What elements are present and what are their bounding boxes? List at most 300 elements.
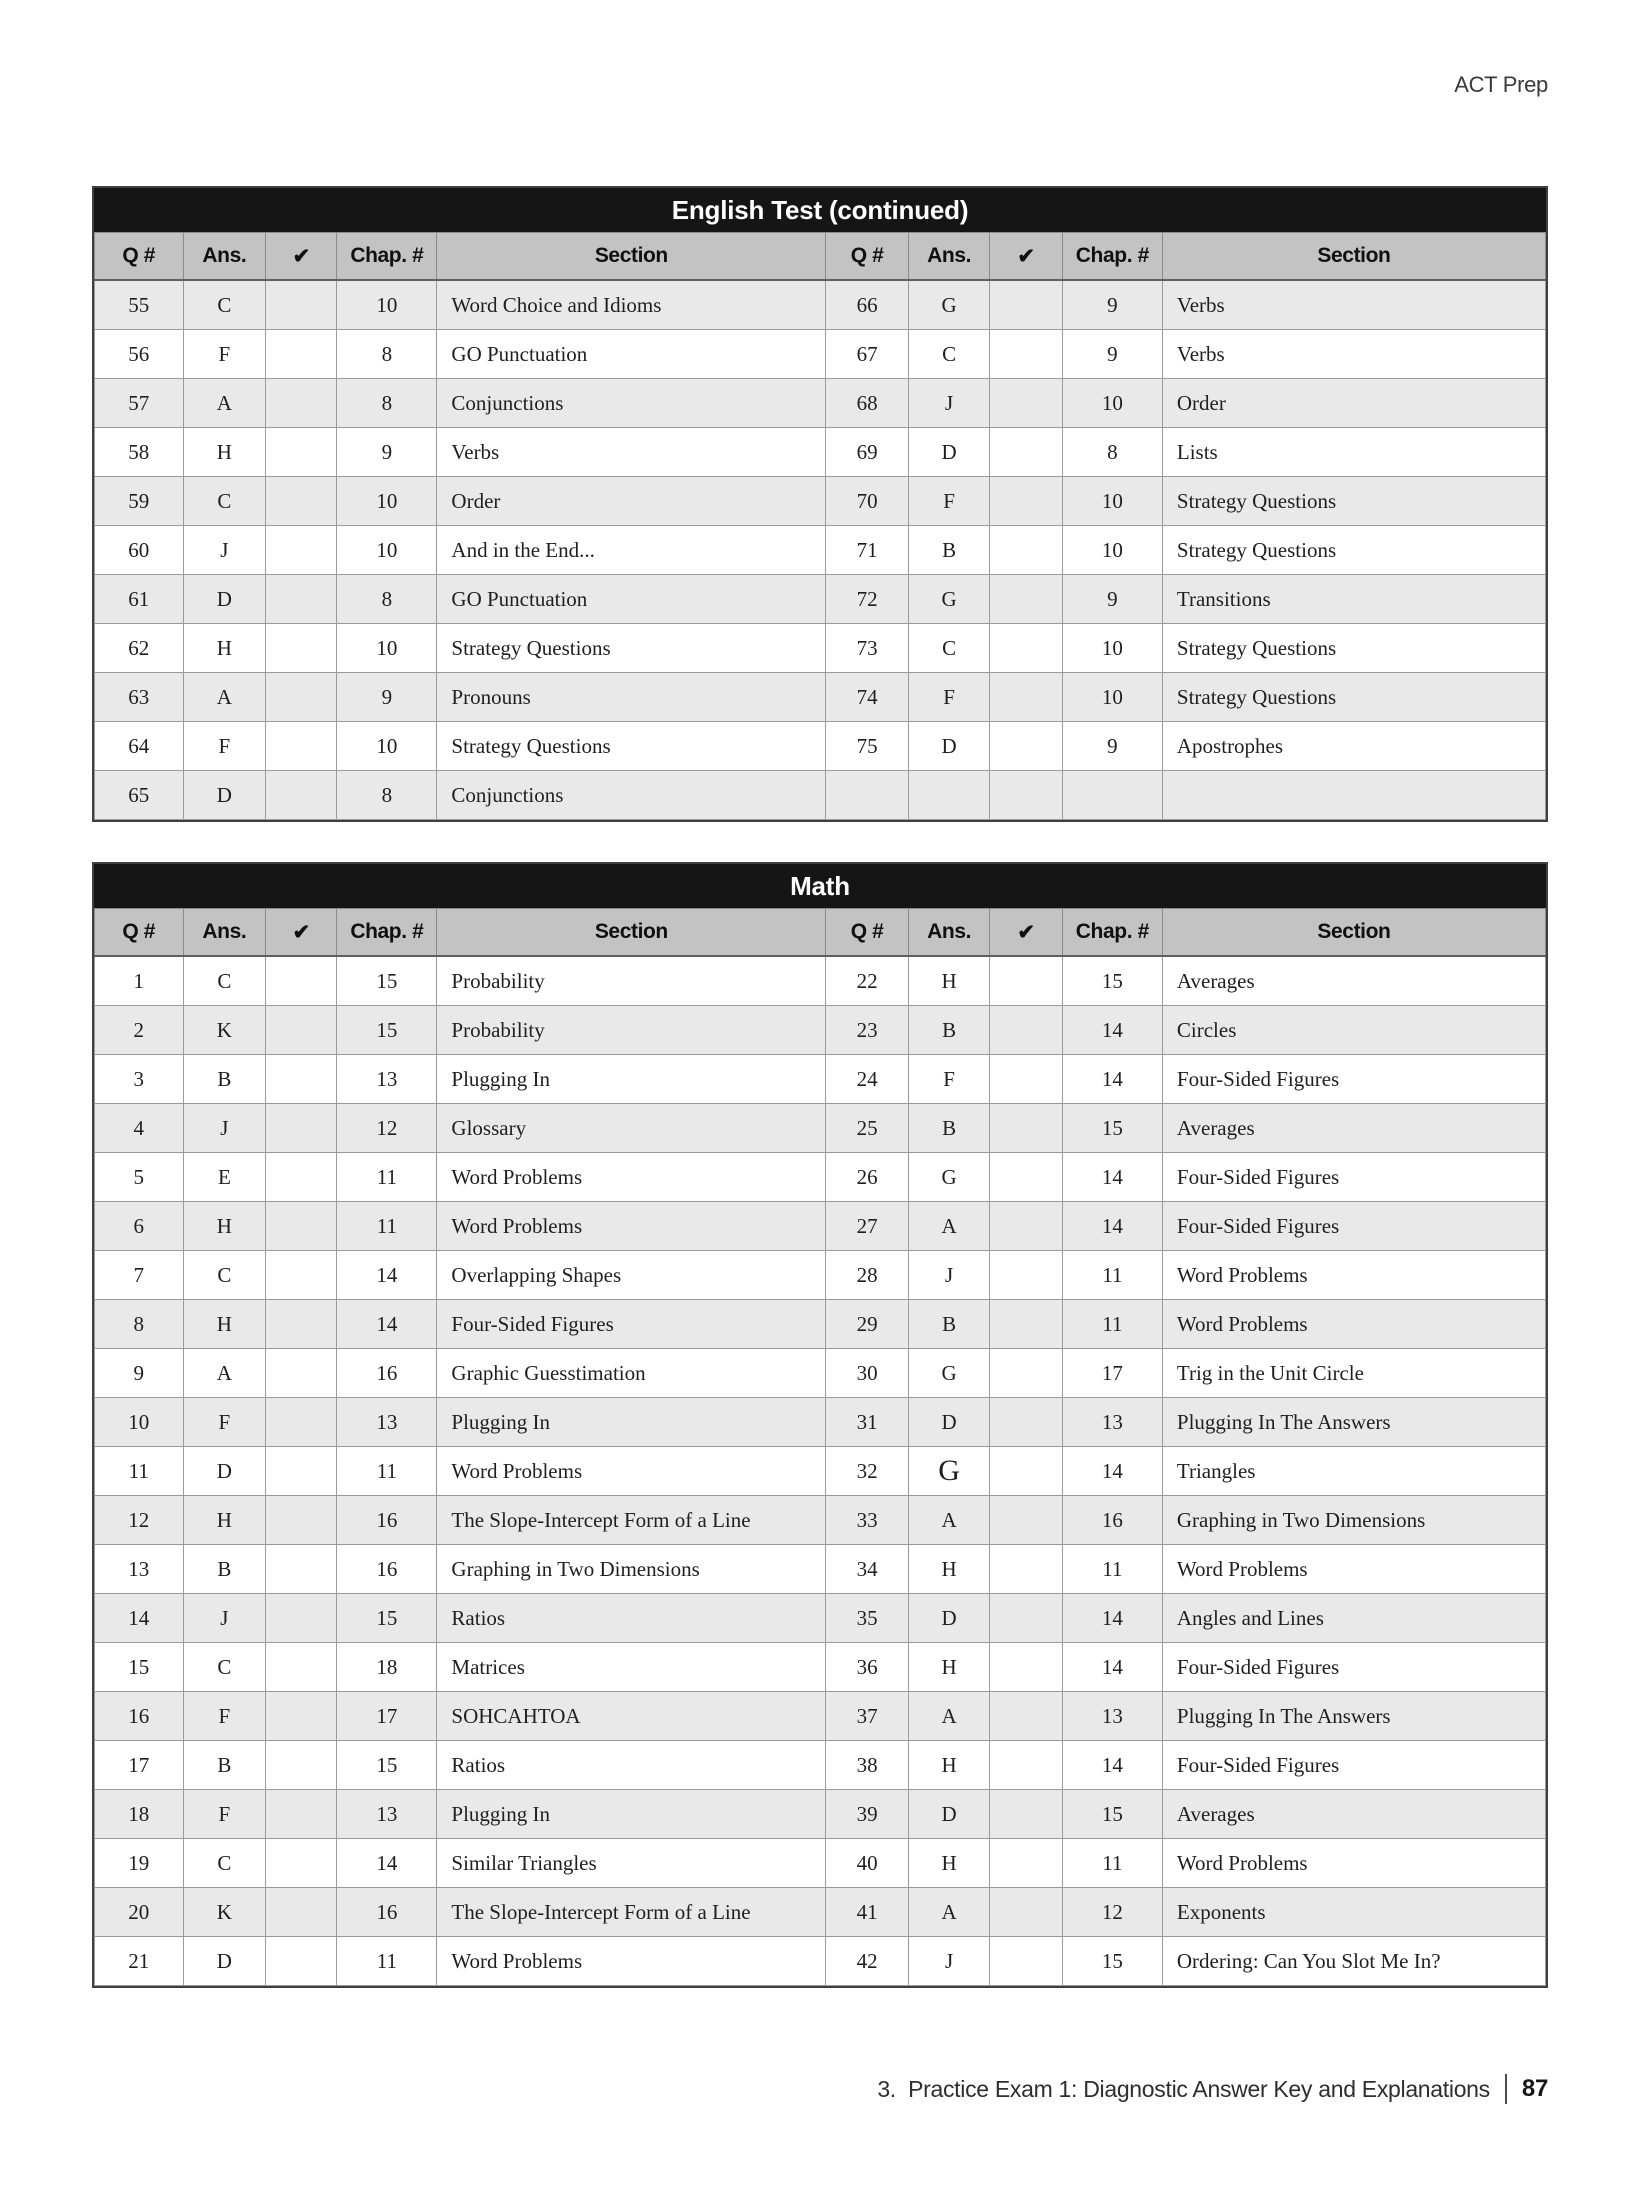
column-header-check: ✔	[990, 233, 1063, 281]
answer-cell: B	[183, 1055, 266, 1104]
q-number-cell: 7	[95, 1251, 184, 1300]
chapter-cell: 10	[1062, 379, 1162, 428]
check-cell	[266, 1545, 337, 1594]
column-header-chap: Chap. #	[337, 233, 437, 281]
q-number-cell: 64	[95, 722, 184, 771]
chapter-cell: 15	[1062, 1790, 1162, 1839]
check-cell	[990, 428, 1063, 477]
column-header-ans: Ans.	[908, 233, 989, 281]
answer-cell: F	[183, 1790, 266, 1839]
q-number-cell: 5	[95, 1153, 184, 1202]
chapter-cell: 16	[337, 1888, 437, 1937]
chapter-cell: 9	[1062, 575, 1162, 624]
chapter-cell: 15	[1062, 1104, 1162, 1153]
chapter-cell: 8	[337, 379, 437, 428]
section-cell: Strategy Questions	[1162, 526, 1545, 575]
chapter-cell: 14	[1062, 1741, 1162, 1790]
section-cell: Verbs	[1162, 330, 1545, 379]
column-header-section: Section	[437, 233, 826, 281]
answer-cell: G	[908, 1349, 989, 1398]
answer-cell: D	[183, 575, 266, 624]
section-cell: Word Problems	[437, 1447, 826, 1496]
check-cell	[266, 428, 337, 477]
q-number-cell: 32	[826, 1447, 909, 1496]
check-cell	[266, 1398, 337, 1447]
q-number-cell: 57	[95, 379, 184, 428]
answer-cell: J	[183, 1104, 266, 1153]
section-cell: Plugging In The Answers	[1162, 1692, 1545, 1741]
table-title: Math	[94, 864, 1546, 908]
answer-key-table	[94, 908, 1546, 1986]
section-cell: Apostrophes	[1162, 722, 1545, 771]
table-row	[95, 1251, 1546, 1300]
answer-cell: E	[183, 1153, 266, 1202]
check-cell	[990, 477, 1063, 526]
table-row	[95, 526, 1546, 575]
section-cell: GO Punctuation	[437, 330, 826, 379]
chapter-cell: 11	[1062, 1545, 1162, 1594]
section-cell: Plugging In	[437, 1055, 826, 1104]
section-cell: Glossary	[437, 1104, 826, 1153]
chapter-cell: 11	[1062, 1300, 1162, 1349]
section-cell: Word Choice and Idioms	[437, 280, 826, 330]
table-row	[95, 771, 1546, 820]
answer-cell: G	[908, 1153, 989, 1202]
section-cell: Averages	[1162, 1790, 1545, 1839]
answer-cell: A	[183, 379, 266, 428]
chapter-cell: 10	[337, 526, 437, 575]
column-header-section: Section	[1162, 909, 1545, 957]
chapter-cell: 14	[1062, 1447, 1162, 1496]
q-number-cell: 71	[826, 526, 909, 575]
section-cell: Order	[1162, 379, 1545, 428]
chapter-cell: 9	[337, 673, 437, 722]
chapter-cell: 10	[337, 722, 437, 771]
answer-cell: J	[908, 379, 989, 428]
section-cell: Exponents	[1162, 1888, 1545, 1937]
q-number-cell: 59	[95, 477, 184, 526]
q-number-cell: 26	[826, 1153, 909, 1202]
section-cell: Four-Sided Figures	[1162, 1202, 1545, 1251]
answer-cell: J	[183, 526, 266, 575]
chapter-cell: 8	[337, 330, 437, 379]
table-row	[95, 1006, 1546, 1055]
page-footer	[92, 2074, 1548, 2104]
column-header-chap: Chap. #	[1062, 233, 1162, 281]
chapter-cell	[1062, 771, 1162, 820]
check-cell	[990, 1055, 1063, 1104]
answer-cell: K	[183, 1888, 266, 1937]
q-number-cell: 40	[826, 1839, 909, 1888]
table-row	[95, 330, 1546, 379]
section-cell: Pronouns	[437, 673, 826, 722]
table-row	[95, 428, 1546, 477]
answer-cell: A	[183, 673, 266, 722]
table-row	[95, 1496, 1546, 1545]
column-header-q: Q #	[95, 909, 184, 957]
section-cell: Plugging In	[437, 1398, 826, 1447]
answer-cell: F	[183, 1692, 266, 1741]
q-number-cell: 6	[95, 1202, 184, 1251]
section-cell: Word Problems	[1162, 1251, 1545, 1300]
section-cell: Ratios	[437, 1741, 826, 1790]
answer-cell: K	[183, 1006, 266, 1055]
answer-cell: C	[183, 956, 266, 1006]
section-cell: Word Problems	[1162, 1545, 1545, 1594]
q-number-cell: 38	[826, 1741, 909, 1790]
answer-cell: C	[183, 1839, 266, 1888]
q-number-cell: 15	[95, 1643, 184, 1692]
q-number-cell: 62	[95, 624, 184, 673]
q-number-cell: 21	[95, 1937, 184, 1986]
section-cell: Triangles	[1162, 1447, 1545, 1496]
table-row	[95, 624, 1546, 673]
section-cell: Word Problems	[1162, 1839, 1545, 1888]
answer-cell: A	[908, 1202, 989, 1251]
section-cell: The Slope-Intercept Form of a Line	[437, 1888, 826, 1937]
table-row	[95, 575, 1546, 624]
section-cell: GO Punctuation	[437, 575, 826, 624]
check-cell	[266, 1349, 337, 1398]
section-cell: Similar Triangles	[437, 1839, 826, 1888]
answer-cell: B	[908, 1006, 989, 1055]
q-number-cell: 41	[826, 1888, 909, 1937]
chapter-cell: 16	[337, 1349, 437, 1398]
check-cell	[266, 1006, 337, 1055]
chapter-cell: 15	[337, 1594, 437, 1643]
page	[0, 72, 1640, 2201]
answer-cell: H	[183, 1202, 266, 1251]
check-cell	[266, 379, 337, 428]
answer-cell: C	[908, 624, 989, 673]
page-header	[92, 72, 1548, 98]
chapter-cell: 16	[337, 1545, 437, 1594]
table-row	[95, 1839, 1546, 1888]
check-cell	[266, 575, 337, 624]
q-number-cell: 20	[95, 1888, 184, 1937]
chapter-cell: 13	[337, 1790, 437, 1839]
check-cell	[266, 1692, 337, 1741]
answer-cell: C	[908, 330, 989, 379]
chapter-cell: 8	[1062, 428, 1162, 477]
q-number-cell: 75	[826, 722, 909, 771]
check-cell	[990, 771, 1063, 820]
chapter-cell: 13	[1062, 1692, 1162, 1741]
chapter-cell: 16	[1062, 1496, 1162, 1545]
section-cell: Word Problems	[1162, 1300, 1545, 1349]
chapter-cell: 9	[337, 428, 437, 477]
chapter-cell: 10	[337, 477, 437, 526]
check-cell	[266, 1153, 337, 1202]
answer-cell: H	[183, 1300, 266, 1349]
column-header-ans: Ans.	[183, 233, 266, 281]
column-header-ans: Ans.	[183, 909, 266, 957]
q-number-cell: 9	[95, 1349, 184, 1398]
answer-cell: B	[908, 1300, 989, 1349]
answer-cell: D	[908, 1790, 989, 1839]
chapter-cell: 11	[337, 1153, 437, 1202]
chapter-cell: 14	[1062, 1202, 1162, 1251]
q-number-cell: 8	[95, 1300, 184, 1349]
q-number-cell: 73	[826, 624, 909, 673]
q-number-cell: 68	[826, 379, 909, 428]
section-cell: Ratios	[437, 1594, 826, 1643]
check-cell	[266, 673, 337, 722]
answer-cell: A	[908, 1888, 989, 1937]
chapter-cell: 13	[337, 1055, 437, 1104]
section-cell: Four-Sided Figures	[437, 1300, 826, 1349]
check-cell	[990, 1790, 1063, 1839]
check-cell	[990, 1300, 1063, 1349]
check-cell	[266, 1888, 337, 1937]
section-cell: Strategy Questions	[1162, 477, 1545, 526]
answer-cell: A	[908, 1692, 989, 1741]
table-row	[95, 280, 1546, 330]
check-cell	[266, 1937, 337, 1986]
chapter-cell: 9	[1062, 722, 1162, 771]
q-number-cell: 10	[95, 1398, 184, 1447]
chapter-cell: 15	[337, 956, 437, 1006]
section-cell: Strategy Questions	[437, 624, 826, 673]
chapter-cell: 14	[1062, 1594, 1162, 1643]
q-number-cell: 66	[826, 280, 909, 330]
section-cell: Four-Sided Figures	[1162, 1643, 1545, 1692]
check-cell	[990, 673, 1063, 722]
table-row	[95, 722, 1546, 771]
column-header-row	[95, 233, 1546, 281]
check-cell	[266, 956, 337, 1006]
check-cell	[266, 1055, 337, 1104]
page-number: 87	[1521, 2075, 1548, 2102]
check-cell	[990, 1398, 1063, 1447]
q-number-cell: 2	[95, 1006, 184, 1055]
column-header-q: Q #	[826, 233, 909, 281]
check-cell	[266, 1447, 337, 1496]
chapter-cell: 12	[337, 1104, 437, 1153]
section-cell: Word Problems	[437, 1937, 826, 1986]
q-number-cell: 55	[95, 280, 184, 330]
chapter-cell: 10	[337, 280, 437, 330]
answer-cell: G	[908, 280, 989, 330]
check-cell	[990, 379, 1063, 428]
table-row	[95, 1398, 1546, 1447]
check-cell	[266, 477, 337, 526]
table-row	[95, 1888, 1546, 1937]
chapter-cell: 16	[337, 1496, 437, 1545]
q-number-cell: 4	[95, 1104, 184, 1153]
q-number-cell: 25	[826, 1104, 909, 1153]
chapter-cell: 10	[1062, 673, 1162, 722]
check-cell	[990, 1741, 1063, 1790]
check-cell	[266, 1741, 337, 1790]
answer-cell: D	[183, 1447, 266, 1496]
answer-cell: G	[908, 1447, 989, 1496]
column-header-section: Section	[1162, 233, 1545, 281]
chapter-cell: 11	[337, 1202, 437, 1251]
section-cell: Four-Sided Figures	[1162, 1055, 1545, 1104]
check-cell	[266, 1790, 337, 1839]
q-number-cell: 13	[95, 1545, 184, 1594]
chapter-cell: 9	[1062, 330, 1162, 379]
q-number-cell: 33	[826, 1496, 909, 1545]
q-number-cell: 60	[95, 526, 184, 575]
table-row	[95, 379, 1546, 428]
q-number-cell: 35	[826, 1594, 909, 1643]
answer-cell: D	[183, 1937, 266, 1986]
table-row	[95, 1055, 1546, 1104]
table-row	[95, 1202, 1546, 1251]
column-header-ans: Ans.	[908, 909, 989, 957]
check-cell	[266, 330, 337, 379]
q-number-cell: 36	[826, 1643, 909, 1692]
english-test-table	[92, 186, 1548, 822]
check-cell	[266, 280, 337, 330]
check-cell	[266, 1300, 337, 1349]
q-number-cell: 17	[95, 1741, 184, 1790]
check-cell	[990, 624, 1063, 673]
q-number-cell: 69	[826, 428, 909, 477]
check-cell	[990, 1888, 1063, 1937]
answer-cell: C	[183, 477, 266, 526]
check-cell	[990, 330, 1063, 379]
section-cell: Four-Sided Figures	[1162, 1153, 1545, 1202]
answer-cell	[908, 771, 989, 820]
chapter-cell: 17	[337, 1692, 437, 1741]
section-cell: Strategy Questions	[1162, 673, 1545, 722]
check-cell	[990, 1496, 1063, 1545]
section-cell: Angles and Lines	[1162, 1594, 1545, 1643]
answer-cell: H	[908, 1741, 989, 1790]
check-cell	[990, 1153, 1063, 1202]
q-number-cell: 18	[95, 1790, 184, 1839]
table-title: English Test (continued)	[94, 188, 1546, 232]
section-cell: Verbs	[437, 428, 826, 477]
check-cell	[990, 1839, 1063, 1888]
q-number-cell: 27	[826, 1202, 909, 1251]
chapter-cell: 17	[1062, 1349, 1162, 1398]
section-cell: Transitions	[1162, 575, 1545, 624]
table-row	[95, 1447, 1546, 1496]
q-number-cell: 11	[95, 1447, 184, 1496]
check-cell	[990, 1251, 1063, 1300]
section-cell: Strategy Questions	[437, 722, 826, 771]
table-row	[95, 1545, 1546, 1594]
q-number-cell: 19	[95, 1839, 184, 1888]
table-row	[95, 477, 1546, 526]
section-cell: And in the End...	[437, 526, 826, 575]
chapter-cell: 10	[337, 624, 437, 673]
section-cell: Circles	[1162, 1006, 1545, 1055]
check-cell	[990, 575, 1063, 624]
chapter-cell: 11	[337, 1447, 437, 1496]
section-cell: Plugging In The Answers	[1162, 1398, 1545, 1447]
section-cell: Ordering: Can You Slot Me In?	[1162, 1937, 1545, 1986]
column-header-chap: Chap. #	[337, 909, 437, 957]
chapter-cell: 13	[337, 1398, 437, 1447]
column-header-check: ✔	[266, 909, 337, 957]
q-number-cell: 24	[826, 1055, 909, 1104]
chapter-cell: 12	[1062, 1888, 1162, 1937]
column-header-section: Section	[437, 909, 826, 957]
section-cell: Conjunctions	[437, 379, 826, 428]
chapter-cell: 10	[1062, 624, 1162, 673]
chapter-cell: 15	[337, 1006, 437, 1055]
section-cell: Graphing in Two Dimensions	[1162, 1496, 1545, 1545]
q-number-cell: 42	[826, 1937, 909, 1986]
q-number-cell: 30	[826, 1349, 909, 1398]
section-cell: Order	[437, 477, 826, 526]
section-cell: Graphing in Two Dimensions	[437, 1545, 826, 1594]
chapter-cell: 8	[337, 771, 437, 820]
table-row	[95, 1741, 1546, 1790]
check-cell	[990, 1202, 1063, 1251]
table-row	[95, 1104, 1546, 1153]
answer-cell: D	[908, 428, 989, 477]
answer-cell: H	[908, 956, 989, 1006]
q-number-cell: 34	[826, 1545, 909, 1594]
check-cell	[266, 1839, 337, 1888]
answer-cell: D	[908, 1398, 989, 1447]
section-cell: The Slope-Intercept Form of a Line	[437, 1496, 826, 1545]
column-header-q: Q #	[826, 909, 909, 957]
answer-cell: F	[183, 330, 266, 379]
q-number-cell: 3	[95, 1055, 184, 1104]
check-cell	[990, 722, 1063, 771]
math-table	[92, 862, 1548, 1988]
answer-cell: F	[183, 1398, 266, 1447]
section-cell: Lists	[1162, 428, 1545, 477]
q-number-cell: 63	[95, 673, 184, 722]
footer-caption: 3. Practice Exam 1: Diagnostic Answer Key and Explanations	[877, 2075, 1490, 2102]
answer-cell: H	[183, 1496, 266, 1545]
check-cell	[990, 1692, 1063, 1741]
chapter-cell: 14	[1062, 1153, 1162, 1202]
answer-key-table	[94, 232, 1546, 820]
section-cell: Probability	[437, 1006, 826, 1055]
chapter-cell: 14	[337, 1839, 437, 1888]
answer-cell: H	[908, 1839, 989, 1888]
q-number-cell: 29	[826, 1300, 909, 1349]
table-row	[95, 1349, 1546, 1398]
answer-cell: A	[908, 1496, 989, 1545]
check-cell	[266, 624, 337, 673]
chapter-cell: 11	[1062, 1251, 1162, 1300]
chapter-cell: 14	[337, 1251, 437, 1300]
answer-cell: J	[908, 1937, 989, 1986]
table-row	[95, 673, 1546, 722]
column-header-row	[95, 909, 1546, 957]
table-row	[95, 1153, 1546, 1202]
section-cell: Word Problems	[437, 1153, 826, 1202]
check-cell	[990, 1545, 1063, 1594]
section-cell: SOHCAHTOA	[437, 1692, 826, 1741]
check-cell	[990, 1643, 1063, 1692]
q-number-cell: 28	[826, 1251, 909, 1300]
answer-cell: C	[183, 1643, 266, 1692]
section-cell	[1162, 771, 1545, 820]
q-number-cell: 70	[826, 477, 909, 526]
table-row	[95, 1594, 1546, 1643]
check-cell	[990, 1594, 1063, 1643]
chapter-cell: 11	[1062, 1839, 1162, 1888]
check-cell	[266, 1202, 337, 1251]
section-cell: Strategy Questions	[1162, 624, 1545, 673]
check-cell	[990, 526, 1063, 575]
section-cell: Averages	[1162, 956, 1545, 1006]
check-cell	[990, 1006, 1063, 1055]
answer-cell: B	[183, 1545, 266, 1594]
chapter-cell: 9	[1062, 280, 1162, 330]
